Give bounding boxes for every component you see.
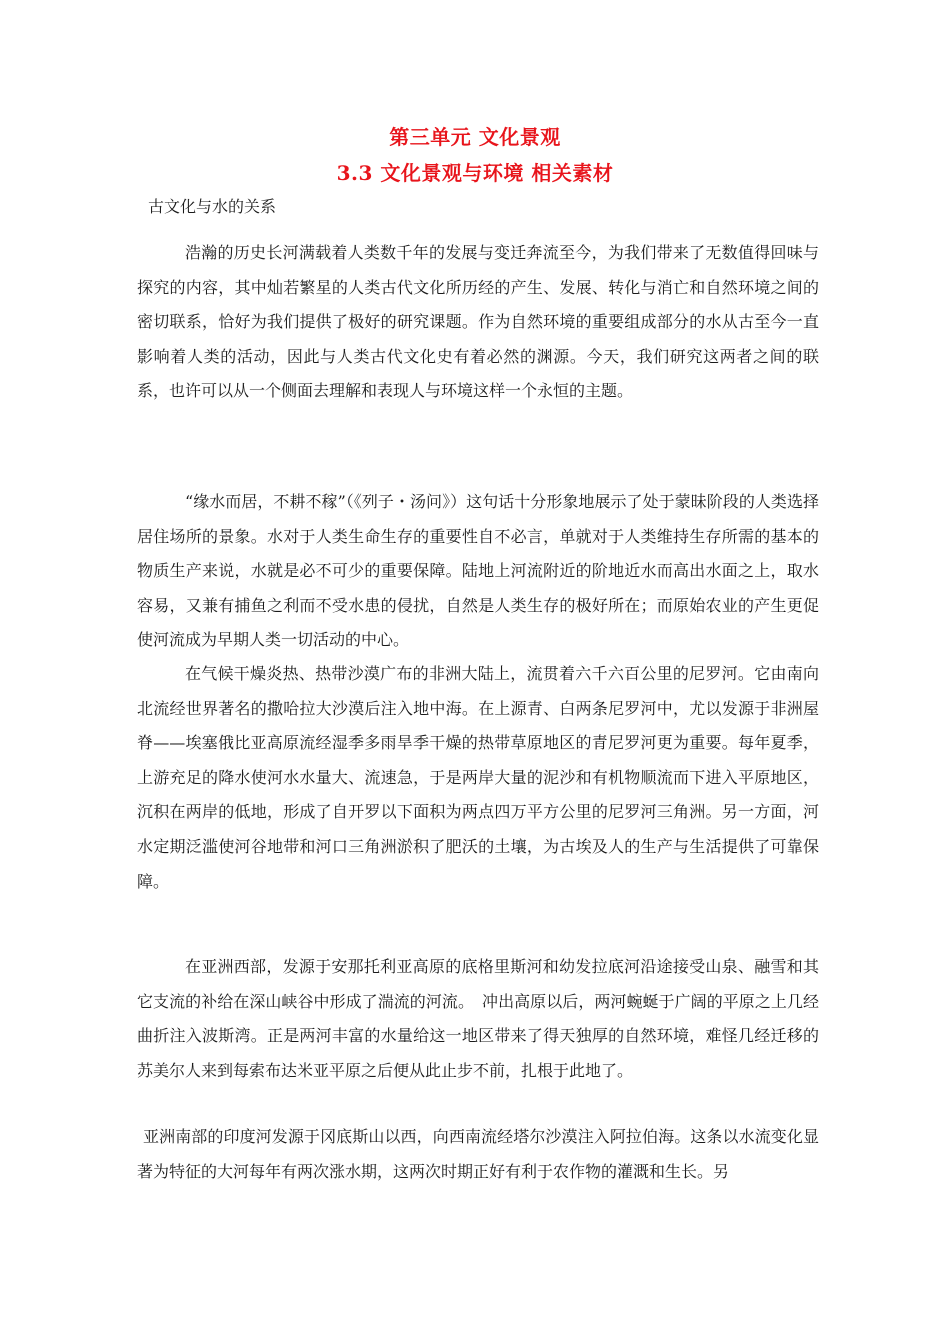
section-heading: 古文化与水的关系 [148, 197, 277, 216]
paragraph-tigris-euphrates: 在亚洲西部，发源于安那托利亚高原的底格里斯河和幼发拉底河沿途接受山泉、融雪和其它支流的补给在深山峡谷中形成了湍流的河流。 冲出高原以后，两河蜿蜒于广阔的平原之上几经曲折注入波斯湾。正是两河丰富的水量给这一地区带来了得天独厚的自然环境，难怪几经迁移的苏美尔人来到每索布达米亚平原之后便从此止步不前，扎根于此地了。 [137, 957, 819, 1080]
paragraph-living-by-water: “缘水而居，不耕不稼”（《列子・汤问》）这句话十分形象地展示了处于蒙昧阶段的人类选择居住场所的景象。水对于人类生命生存的重要性自不必言，单就对于人类维持生存所需的基本的物质生产来说，水就是必不可少的重要保障。陆地上河流附近的阶地近水而高出水面之上，取水容易，又兼有捕鱼之利而不受水患的侵扰，自然是人类生存的极好所在；而原始农业的产生更促使河流成为早期人类一切活动的中心。 [137, 492, 819, 650]
unit-title: 第三单元 文化景观 [389, 125, 561, 149]
lesson-title: 3.3 文化景观与环境 相关素材 [336, 161, 614, 185]
paragraph-indus-river: 亚洲南部的印度河发源于冈底斯山以西，向西南流经塔尔沙漠注入阿拉伯海。这条以水流变化显著为特征的大河每年有两次涨水期，这两次时期正好有利于农作物的灌溉和生长。另 [137, 1127, 819, 1181]
paragraph-history-and-water: 浩瀚的历史长河满载着人类数千年的发展与变迁奔流至今，为我们带来了无数值得回味与探究的内容，其中灿若繁星的人类古代文化所历经的产生、发展、转化与消亡和自然环境之间的密切联系，恰好为我们提供了极好的研究课题。作为自然环境的重要组成部分的水从古至今一直影响着人类的活动，因此与人类古代文化史有着必然的渊源。今天，我们研究这两者之间的联系，也许可以从一个侧面去理解和表现人与环境这样一个永恒的主题。 [137, 243, 819, 401]
paragraph-nile-river: 在气候干燥炎热、热带沙漠广布的非洲大陆上，流贯着六千六百公里的尼罗河。它由南向北流经世界著名的撒哈拉大沙漠后注入地中海。在上源青、白两条尼罗河中，尤以发源于非洲屋脊——埃塞俄比亚高原流经湿季多雨旱季干燥的热带草原地区的青尼罗河更为重要。每年夏季，上游充足的降水使河水水量大、流速急，于是两岸大量的泥沙和有机物顺流而下进入平原地区，沉积在两岸的低地，形成了自开罗以下面积为两点四万平方公里的尼罗河三角洲。另一方面，河水定期泛滥使河谷地带和河口三角洲淤积了肥沃的土壤，为古埃及人的生产与生活提供了可靠保障。 [137, 664, 819, 891]
